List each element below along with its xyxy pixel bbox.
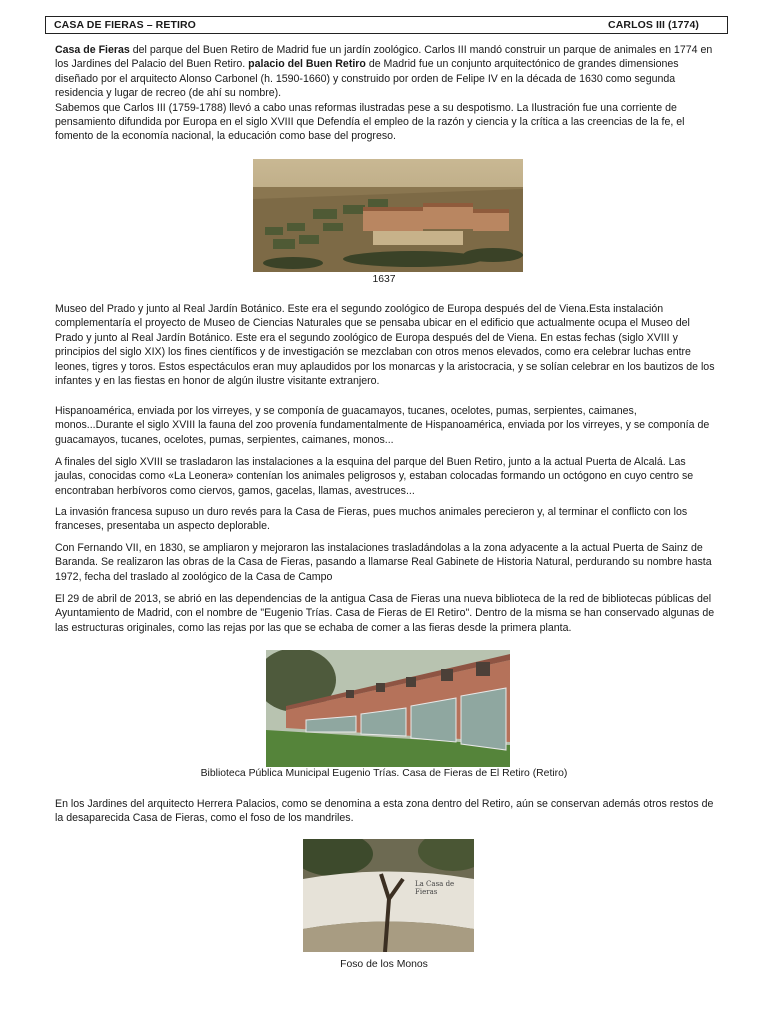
paragraph-museo: Museo del Prado y junto al Real Jardín Botánico. Este era el segundo zoológico de Europa después del de Viena.Esta instalación complementaría el proyecto de Museo de Ciencias Naturales que se pensaba ubicar en el edificio que actualmente ocupa el Museo del Prado y junto al Real Jardín Botánico. Este era el segundo zoológico de Europa después del de Viena. En estas fechas (siglo XVIII y principios del siglo XIX) los fines científicos y de investigación se mezclaban con otros menos elevados, como era celebrar luchas entre leones, tigres y toros. Estos espectáculos eran muy aplaudidos por los monarcas y la aristocracia, y se solían celebrar en los bautizos de los infantes y en las fiestas en honor de algún ilustre visitante extranjero.	[55, 303, 715, 388]
paragraph-invasion: La invasión francesa supuso un duro revés para la Casa de Fieras, pues muchos animales perecieron y, al terminar el conflicto con los franceses, presentaba un aspecto deplorable.	[55, 506, 688, 533]
library-building-image	[266, 650, 510, 767]
page-header	[45, 16, 728, 34]
figure1-caption: 1637	[372, 274, 396, 285]
intro-paragraph	[55, 43, 717, 144]
foso-sign-text: La Casa de Fieras	[415, 880, 455, 896]
header-title: CASA DE FIERAS – RETIRO	[54, 19, 196, 31]
paragraph-biblioteca: El 29 de abril de 2013, se abrió en las dependencias de la antigua Casa de Fieras una nueva biblioteca de la red de bibliotecas públicas del Ayuntamiento de Madrid, con el nombre de "Eugenio Trías. Casa de Fieras de El Retiro". Dentro de la misma se han conservado algunas de las estructuras originales, como las rejas por las que se echaba de comer a las fieras desde la primera planta.	[55, 593, 715, 634]
foso-monos-image	[303, 839, 474, 952]
figure2-caption: Biblioteca Pública Municipal Eugenio Trías. Casa de Fieras de El Retiro (Retiro)	[200, 768, 568, 779]
intro-text-1: del parque del Buen Retiro de Madrid fue un jardín zoológico. Carlos III mandó construir un parque de animales en 1774 en los Jardines del Palacio del Buen Retiro.	[55, 44, 713, 71]
intro-bold-casa: Casa de Fieras	[55, 44, 130, 56]
intro-bold-palacio: palacio del Buen Retiro	[248, 58, 366, 71]
paragraph-finales-xviii: A finales del siglo XVIII se trasladaron las instalaciones a la esquina del parque del Buen Retiro, junto a la actual Puerta de Alcalá. Las jaulas, conocidas como «La Leonera» contenían los animales peligrosos y, estaban colocadas formando un octógono en cuyo centro se encontraban herbívoros como ciervos, gamos, gacelas, llamas, avestruces...	[55, 456, 694, 497]
intro-text-3: Sabemos que Carlos III (1759-1788) llevó a cabo unas reformas ilustradas pese a su despotismo. La Ilustración fue una corriente de pensamiento difundida por Europa en el siglo XVIII que Defendía el empleo de la razón y ciencia y la crítica a las creencias de la fe, el fomento de la economía nacional, la educación como base del progreso.	[55, 101, 685, 143]
paragraph-hispanoamerica: Hispanoamérica, enviada por los virreyes, y se componía de guacamayos, tucanes, ocelotes, pumas, serpientes, caimanes, monos...Durante el siglo XVIII la fauna del zoo provenía fundamentalmente de Hispanoamérica, enviada por los virreyes, y se componía de guacamayos, tucanes, ocelotes, pumas, serpientes, caimanes, monos...	[55, 405, 710, 446]
paragraph-jardines: En los Jardines del arquitecto Herrera Palacios, como se denomina a esta zona dentro del Retiro, aún se conservan además otros restos de la desaparecida Casa de Fieras, como el foso de los mandriles.	[55, 798, 714, 825]
intro-text-2: de Madrid fue un conjunto arquitectónico de grandes dimensiones diseñado por el arquitecto Alonso Carbonel (h. 1590-1660) y construido por orden de Felipe IV en la década de 1630 como segunda residencia y lugar de recreo (de ahí su nombre).	[55, 58, 679, 100]
header-date: CARLOS III (1774)	[608, 19, 699, 31]
buen-retiro-painting-image	[253, 159, 523, 272]
paragraph-fernando-vii: Con Fernando VII, en 1830, se ampliaron y mejoraron las instalaciones trasladándolas a la zona adyacente a la actual Puerta de Sainz de Baranda. Se realizaron las obras de la Casa de Fieras, pasando a llamarse Real Gabinete de Historia Natural, perdurando su nombre hasta 1972, fecha del traslado al zoológico de la Casa de Campo	[55, 542, 712, 583]
figure3-caption: Foso de los Monos	[340, 959, 428, 970]
